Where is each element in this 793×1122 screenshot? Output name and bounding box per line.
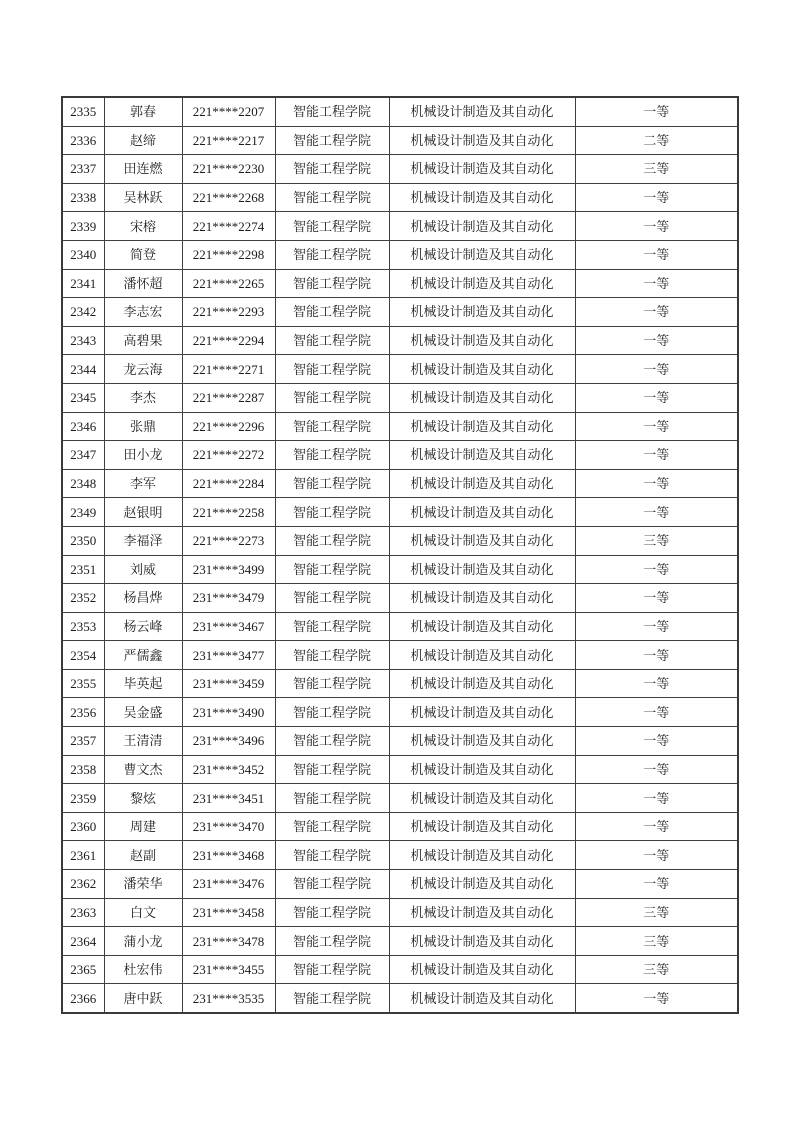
cell-college: 智能工程学院 [275, 183, 389, 212]
cell-major: 机械设计制造及其自动化 [389, 669, 575, 698]
cell-award-grade: 一等 [575, 555, 738, 584]
cell-major: 机械设计制造及其自动化 [389, 927, 575, 956]
cell-major: 机械设计制造及其自动化 [389, 727, 575, 756]
cell-student-no-masked: 221****2293 [182, 298, 275, 327]
table-row [62, 870, 738, 899]
table-row [62, 383, 738, 412]
cell-award-grade: 一等 [575, 698, 738, 727]
cell-seq-number: 2356 [62, 698, 104, 727]
cell-seq-number: 2347 [62, 441, 104, 470]
cell-award-grade: 一等 [575, 326, 738, 355]
cell-college: 智能工程学院 [275, 870, 389, 899]
cell-seq-number: 2353 [62, 612, 104, 641]
cell-college: 智能工程学院 [275, 955, 389, 984]
table-row [62, 841, 738, 870]
table-row [62, 155, 738, 184]
cell-major: 机械设计制造及其自动化 [389, 555, 575, 584]
cell-student-no-masked: 231****3535 [182, 984, 275, 1013]
cell-student-no-masked: 231****3470 [182, 812, 275, 841]
cell-student-no-masked: 231****3499 [182, 555, 275, 584]
cell-seq-number: 2359 [62, 784, 104, 813]
cell-college: 智能工程学院 [275, 755, 389, 784]
cell-student-name: 毕英起 [104, 669, 182, 698]
table-row [62, 183, 738, 212]
table-row [62, 755, 738, 784]
cell-award-grade: 一等 [575, 441, 738, 470]
cell-student-name: 简登 [104, 240, 182, 269]
cell-student-name: 李福泽 [104, 526, 182, 555]
cell-college: 智能工程学院 [275, 669, 389, 698]
table-body [62, 97, 738, 1013]
cell-seq-number: 2344 [62, 355, 104, 384]
cell-student-no-masked: 221****2296 [182, 412, 275, 441]
cell-major: 机械设计制造及其自动化 [389, 469, 575, 498]
table-row [62, 212, 738, 241]
cell-student-no-masked: 221****2272 [182, 441, 275, 470]
cell-student-no-masked: 231****3479 [182, 584, 275, 613]
cell-award-grade: 一等 [575, 97, 738, 126]
table-row [62, 441, 738, 470]
cell-award-grade: 一等 [575, 212, 738, 241]
cell-seq-number: 2352 [62, 584, 104, 613]
cell-award-grade: 一等 [575, 269, 738, 298]
cell-student-name: 张鼎 [104, 412, 182, 441]
cell-seq-number: 2348 [62, 469, 104, 498]
cell-seq-number: 2363 [62, 898, 104, 927]
cell-major: 机械设计制造及其自动化 [389, 898, 575, 927]
cell-student-no-masked: 221****2273 [182, 526, 275, 555]
cell-award-grade: 一等 [575, 469, 738, 498]
cell-award-grade: 一等 [575, 755, 738, 784]
cell-student-no-masked: 221****2207 [182, 97, 275, 126]
cell-student-no-masked: 221****2271 [182, 355, 275, 384]
cell-award-grade: 一等 [575, 355, 738, 384]
cell-major: 机械设计制造及其自动化 [389, 298, 575, 327]
cell-award-grade: 一等 [575, 584, 738, 613]
cell-college: 智能工程学院 [275, 155, 389, 184]
cell-major: 机械设计制造及其自动化 [389, 183, 575, 212]
table-row [62, 955, 738, 984]
cell-award-grade: 一等 [575, 841, 738, 870]
cell-college: 智能工程学院 [275, 526, 389, 555]
cell-college: 智能工程学院 [275, 498, 389, 527]
table-row [62, 126, 738, 155]
table-row [62, 927, 738, 956]
cell-student-no-masked: 231****3455 [182, 955, 275, 984]
cell-seq-number: 2340 [62, 240, 104, 269]
table-row [62, 298, 738, 327]
cell-award-grade: 一等 [575, 183, 738, 212]
cell-college: 智能工程学院 [275, 326, 389, 355]
cell-seq-number: 2345 [62, 383, 104, 412]
cell-college: 智能工程学院 [275, 841, 389, 870]
cell-college: 智能工程学院 [275, 412, 389, 441]
cell-college: 智能工程学院 [275, 383, 389, 412]
cell-college: 智能工程学院 [275, 126, 389, 155]
cell-student-no-masked: 221****2230 [182, 155, 275, 184]
table-row [62, 498, 738, 527]
cell-seq-number: 2357 [62, 727, 104, 756]
cell-award-grade: 一等 [575, 784, 738, 813]
table-row [62, 326, 738, 355]
cell-student-no-masked: 231****3478 [182, 927, 275, 956]
cell-seq-number: 2346 [62, 412, 104, 441]
table-row [62, 612, 738, 641]
cell-college: 智能工程学院 [275, 584, 389, 613]
cell-major: 机械设计制造及其自动化 [389, 812, 575, 841]
cell-college: 智能工程学院 [275, 212, 389, 241]
cell-college: 智能工程学院 [275, 355, 389, 384]
cell-student-name: 王清清 [104, 727, 182, 756]
cell-seq-number: 2364 [62, 927, 104, 956]
table-row [62, 412, 738, 441]
cell-seq-number: 2360 [62, 812, 104, 841]
cell-college: 智能工程学院 [275, 298, 389, 327]
cell-major: 机械设计制造及其自动化 [389, 870, 575, 899]
cell-seq-number: 2343 [62, 326, 104, 355]
table-row [62, 355, 738, 384]
cell-student-no-masked: 231****3490 [182, 698, 275, 727]
cell-college: 智能工程学院 [275, 984, 389, 1013]
cell-college: 智能工程学院 [275, 812, 389, 841]
cell-student-name: 田小龙 [104, 441, 182, 470]
cell-college: 智能工程学院 [275, 97, 389, 126]
cell-major: 机械设计制造及其自动化 [389, 412, 575, 441]
cell-award-grade: 一等 [575, 984, 738, 1013]
award-table [61, 96, 739, 1014]
cell-student-name: 田连燃 [104, 155, 182, 184]
cell-seq-number: 2361 [62, 841, 104, 870]
cell-college: 智能工程学院 [275, 469, 389, 498]
cell-college: 智能工程学院 [275, 641, 389, 670]
cell-student-name: 潘怀超 [104, 269, 182, 298]
cell-student-no-masked: 221****2217 [182, 126, 275, 155]
cell-student-name: 高碧果 [104, 326, 182, 355]
cell-seq-number: 2337 [62, 155, 104, 184]
cell-major: 机械设计制造及其自动化 [389, 755, 575, 784]
cell-award-grade: 一等 [575, 298, 738, 327]
cell-seq-number: 2366 [62, 984, 104, 1013]
cell-seq-number: 2365 [62, 955, 104, 984]
cell-award-grade: 一等 [575, 612, 738, 641]
cell-student-name: 李军 [104, 469, 182, 498]
table-row [62, 526, 738, 555]
cell-seq-number: 2341 [62, 269, 104, 298]
cell-major: 机械设计制造及其自动化 [389, 498, 575, 527]
cell-student-name: 宋榕 [104, 212, 182, 241]
cell-seq-number: 2339 [62, 212, 104, 241]
cell-major: 机械设计制造及其自动化 [389, 612, 575, 641]
cell-student-name: 蒲小龙 [104, 927, 182, 956]
cell-award-grade: 二等 [575, 126, 738, 155]
table-row [62, 698, 738, 727]
cell-award-grade: 一等 [575, 727, 738, 756]
table-row [62, 240, 738, 269]
cell-student-name: 龙云海 [104, 355, 182, 384]
cell-seq-number: 2362 [62, 870, 104, 899]
cell-student-name: 郭春 [104, 97, 182, 126]
cell-student-no-masked: 231****3477 [182, 641, 275, 670]
table-row [62, 727, 738, 756]
table-row [62, 97, 738, 126]
cell-student-name: 李杰 [104, 383, 182, 412]
cell-award-grade: 一等 [575, 669, 738, 698]
cell-student-name: 赵缔 [104, 126, 182, 155]
cell-major: 机械设计制造及其自动化 [389, 841, 575, 870]
cell-student-no-masked: 231****3476 [182, 870, 275, 899]
cell-major: 机械设计制造及其自动化 [389, 698, 575, 727]
cell-college: 智能工程学院 [275, 441, 389, 470]
table-row [62, 812, 738, 841]
cell-student-no-masked: 221****2265 [182, 269, 275, 298]
cell-college: 智能工程学院 [275, 698, 389, 727]
cell-award-grade: 一等 [575, 240, 738, 269]
cell-major: 机械设计制造及其自动化 [389, 984, 575, 1013]
cell-student-no-masked: 231****3459 [182, 669, 275, 698]
cell-award-grade: 一等 [575, 870, 738, 899]
cell-college: 智能工程学院 [275, 898, 389, 927]
cell-major: 机械设计制造及其自动化 [389, 641, 575, 670]
cell-student-name: 赵副 [104, 841, 182, 870]
cell-seq-number: 2335 [62, 97, 104, 126]
cell-student-name: 唐中跃 [104, 984, 182, 1013]
cell-student-name: 刘威 [104, 555, 182, 584]
cell-major: 机械设计制造及其自动化 [389, 355, 575, 384]
cell-college: 智能工程学院 [275, 784, 389, 813]
cell-major: 机械设计制造及其自动化 [389, 383, 575, 412]
table-row [62, 898, 738, 927]
cell-major: 机械设计制造及其自动化 [389, 155, 575, 184]
cell-seq-number: 2355 [62, 669, 104, 698]
cell-major: 机械设计制造及其自动化 [389, 526, 575, 555]
cell-award-grade: 一等 [575, 412, 738, 441]
cell-award-grade: 三等 [575, 955, 738, 984]
cell-major: 机械设计制造及其自动化 [389, 240, 575, 269]
cell-student-no-masked: 221****2294 [182, 326, 275, 355]
cell-seq-number: 2354 [62, 641, 104, 670]
cell-student-name: 严儒鑫 [104, 641, 182, 670]
table-row [62, 555, 738, 584]
cell-student-no-masked: 221****2298 [182, 240, 275, 269]
cell-award-grade: 一等 [575, 383, 738, 412]
cell-seq-number: 2358 [62, 755, 104, 784]
cell-award-grade: 一等 [575, 641, 738, 670]
cell-award-grade: 三等 [575, 898, 738, 927]
cell-award-grade: 三等 [575, 155, 738, 184]
cell-award-grade: 三等 [575, 927, 738, 956]
cell-student-no-masked: 221****2258 [182, 498, 275, 527]
cell-seq-number: 2350 [62, 526, 104, 555]
cell-major: 机械设计制造及其自动化 [389, 584, 575, 613]
cell-college: 智能工程学院 [275, 555, 389, 584]
cell-student-name: 赵银明 [104, 498, 182, 527]
cell-college: 智能工程学院 [275, 612, 389, 641]
cell-student-name: 曹文杰 [104, 755, 182, 784]
cell-seq-number: 2349 [62, 498, 104, 527]
cell-student-no-masked: 221****2274 [182, 212, 275, 241]
cell-award-grade: 一等 [575, 498, 738, 527]
cell-college: 智能工程学院 [275, 269, 389, 298]
table-row [62, 784, 738, 813]
cell-seq-number: 2336 [62, 126, 104, 155]
cell-student-name: 潘荣华 [104, 870, 182, 899]
cell-student-no-masked: 231****3467 [182, 612, 275, 641]
cell-student-no-masked: 221****2284 [182, 469, 275, 498]
cell-student-name: 黎炫 [104, 784, 182, 813]
table-row [62, 669, 738, 698]
cell-student-name: 周建 [104, 812, 182, 841]
table-row [62, 469, 738, 498]
cell-award-grade: 一等 [575, 812, 738, 841]
cell-major: 机械设计制造及其自动化 [389, 126, 575, 155]
cell-major: 机械设计制造及其自动化 [389, 955, 575, 984]
cell-major: 机械设计制造及其自动化 [389, 212, 575, 241]
cell-student-name: 杨云峰 [104, 612, 182, 641]
table-row [62, 584, 738, 613]
cell-major: 机械设计制造及其自动化 [389, 326, 575, 355]
table-row [62, 984, 738, 1013]
cell-student-no-masked: 231****3458 [182, 898, 275, 927]
cell-college: 智能工程学院 [275, 727, 389, 756]
cell-seq-number: 2338 [62, 183, 104, 212]
cell-award-grade: 三等 [575, 526, 738, 555]
cell-student-name: 杨昌烨 [104, 584, 182, 613]
cell-student-no-masked: 221****2287 [182, 383, 275, 412]
cell-student-name: 杜宏伟 [104, 955, 182, 984]
cell-student-no-masked: 231****3452 [182, 755, 275, 784]
cell-seq-number: 2342 [62, 298, 104, 327]
cell-major: 机械设计制造及其自动化 [389, 97, 575, 126]
cell-college: 智能工程学院 [275, 927, 389, 956]
table-row [62, 641, 738, 670]
cell-student-name: 李志宏 [104, 298, 182, 327]
cell-student-no-masked: 231****3468 [182, 841, 275, 870]
cell-major: 机械设计制造及其自动化 [389, 269, 575, 298]
cell-college: 智能工程学院 [275, 240, 389, 269]
cell-student-no-masked: 221****2268 [182, 183, 275, 212]
table-row [62, 269, 738, 298]
cell-student-no-masked: 231****3451 [182, 784, 275, 813]
cell-major: 机械设计制造及其自动化 [389, 784, 575, 813]
cell-seq-number: 2351 [62, 555, 104, 584]
cell-student-name: 白文 [104, 898, 182, 927]
cell-student-name: 吴金盛 [104, 698, 182, 727]
cell-major: 机械设计制造及其自动化 [389, 441, 575, 470]
cell-student-name: 吴林跃 [104, 183, 182, 212]
cell-student-no-masked: 231****3496 [182, 727, 275, 756]
